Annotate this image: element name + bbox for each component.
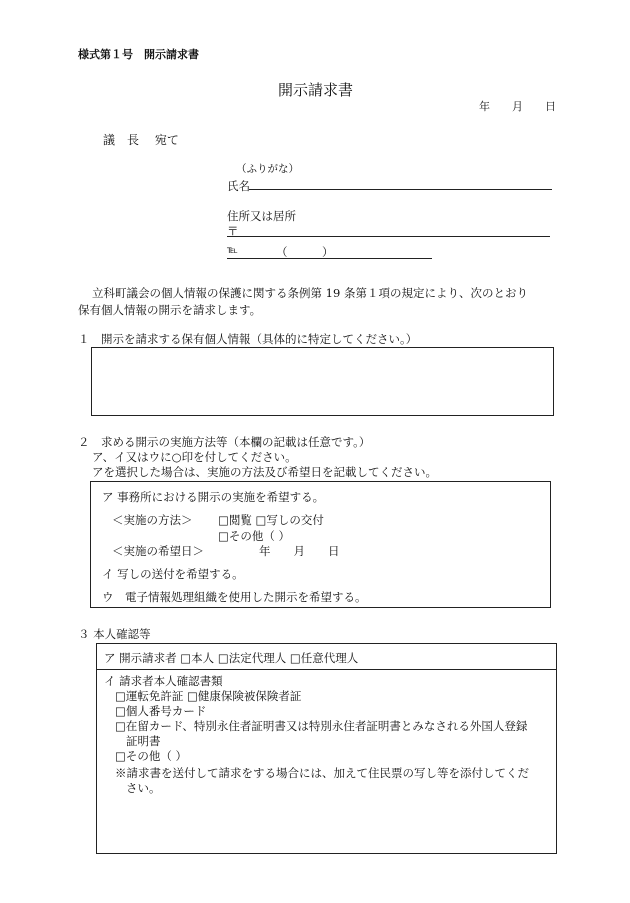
requester-type-row[interactable]: ア 開示請求者 □本人 □法定代理人 □任意代理人 [104, 651, 359, 665]
info-request-box[interactable] [91, 347, 554, 416]
preferred-date-label: ＜実施の希望日＞ [112, 544, 204, 558]
id-doc-residence-card[interactable]: □在留カード、特別永住者証明書又は特別永住者証明書とみなされる外国人登録 [115, 719, 528, 733]
method-options-2[interactable]: □その他（ ） [218, 529, 291, 543]
form-label: 様式第１号 開示請求書 [78, 48, 199, 61]
tel-field-line[interactable] [227, 258, 432, 259]
intro-line-1: 立科町議会の個人情報の保護に関する条例第 19 条第１項の規定により、次のとおり [92, 286, 528, 300]
section3-heading: ３ 本人確認等 [78, 627, 151, 641]
id-doc-other[interactable]: □その他（ ） [115, 749, 188, 763]
date-line: 年 月 日 [479, 100, 556, 113]
method-label: ＜実施の方法＞ [112, 513, 193, 527]
preferred-date-value[interactable]: 年 月 日 [259, 544, 340, 558]
tel-label: ℡ [227, 245, 238, 256]
id-doc-mynumber[interactable]: □個人番号カード [115, 704, 207, 718]
section2-note-2: アを選択した場合は、実施の方法及び希望日を記載してください。 [92, 465, 437, 479]
id-documents-title: イ 請求者本人確認書類 [104, 674, 223, 688]
option-a[interactable]: ア 事務所における開示の実施を希望する。 [102, 490, 325, 504]
mail-note-line-1: ※請求書を送付して請求をする場合には、加えて住民票の写し等を添付してくだ [115, 766, 529, 780]
id-doc-residence-card-cont: 証明書 [126, 734, 161, 748]
section2-heading: ２ 求める開示の実施方法等（本欄の記載は任意です。） [78, 435, 371, 449]
option-b[interactable]: イ 写しの送付を希望する。 [102, 567, 244, 581]
address-label: 住所又は居所 [227, 209, 296, 223]
mail-note-line-2: さい。 [126, 781, 161, 795]
method-options-1[interactable]: □閲覧 □写しの交付 [218, 513, 324, 527]
section1-heading: １ 開示を請求する保有個人情報（具体的に特定してください。） [78, 332, 418, 346]
section2-note-1: ア、イ又はウに○印を付してください。 [92, 450, 297, 464]
intro-line-2: 保有個人情報の開示を請求します。 [78, 303, 262, 317]
page-title: 開示請求書 [278, 81, 354, 99]
address-field-line[interactable] [227, 236, 550, 237]
name-field-line[interactable] [249, 189, 552, 190]
addressee: 議 長 宛て [103, 133, 179, 147]
id-doc-license[interactable]: □運転免許証 □健康保険被保険者証 [115, 689, 302, 703]
furigana-label: （ふりがな） [236, 163, 299, 175]
tel-parens: （ ） [276, 245, 334, 259]
identity-row-divider [96, 669, 557, 670]
option-c[interactable]: ウ 電子情報処理組織を使用した開示を希望する。 [102, 590, 367, 604]
name-label: 氏名 [227, 179, 250, 193]
postal-mark: 〒 [227, 224, 239, 238]
